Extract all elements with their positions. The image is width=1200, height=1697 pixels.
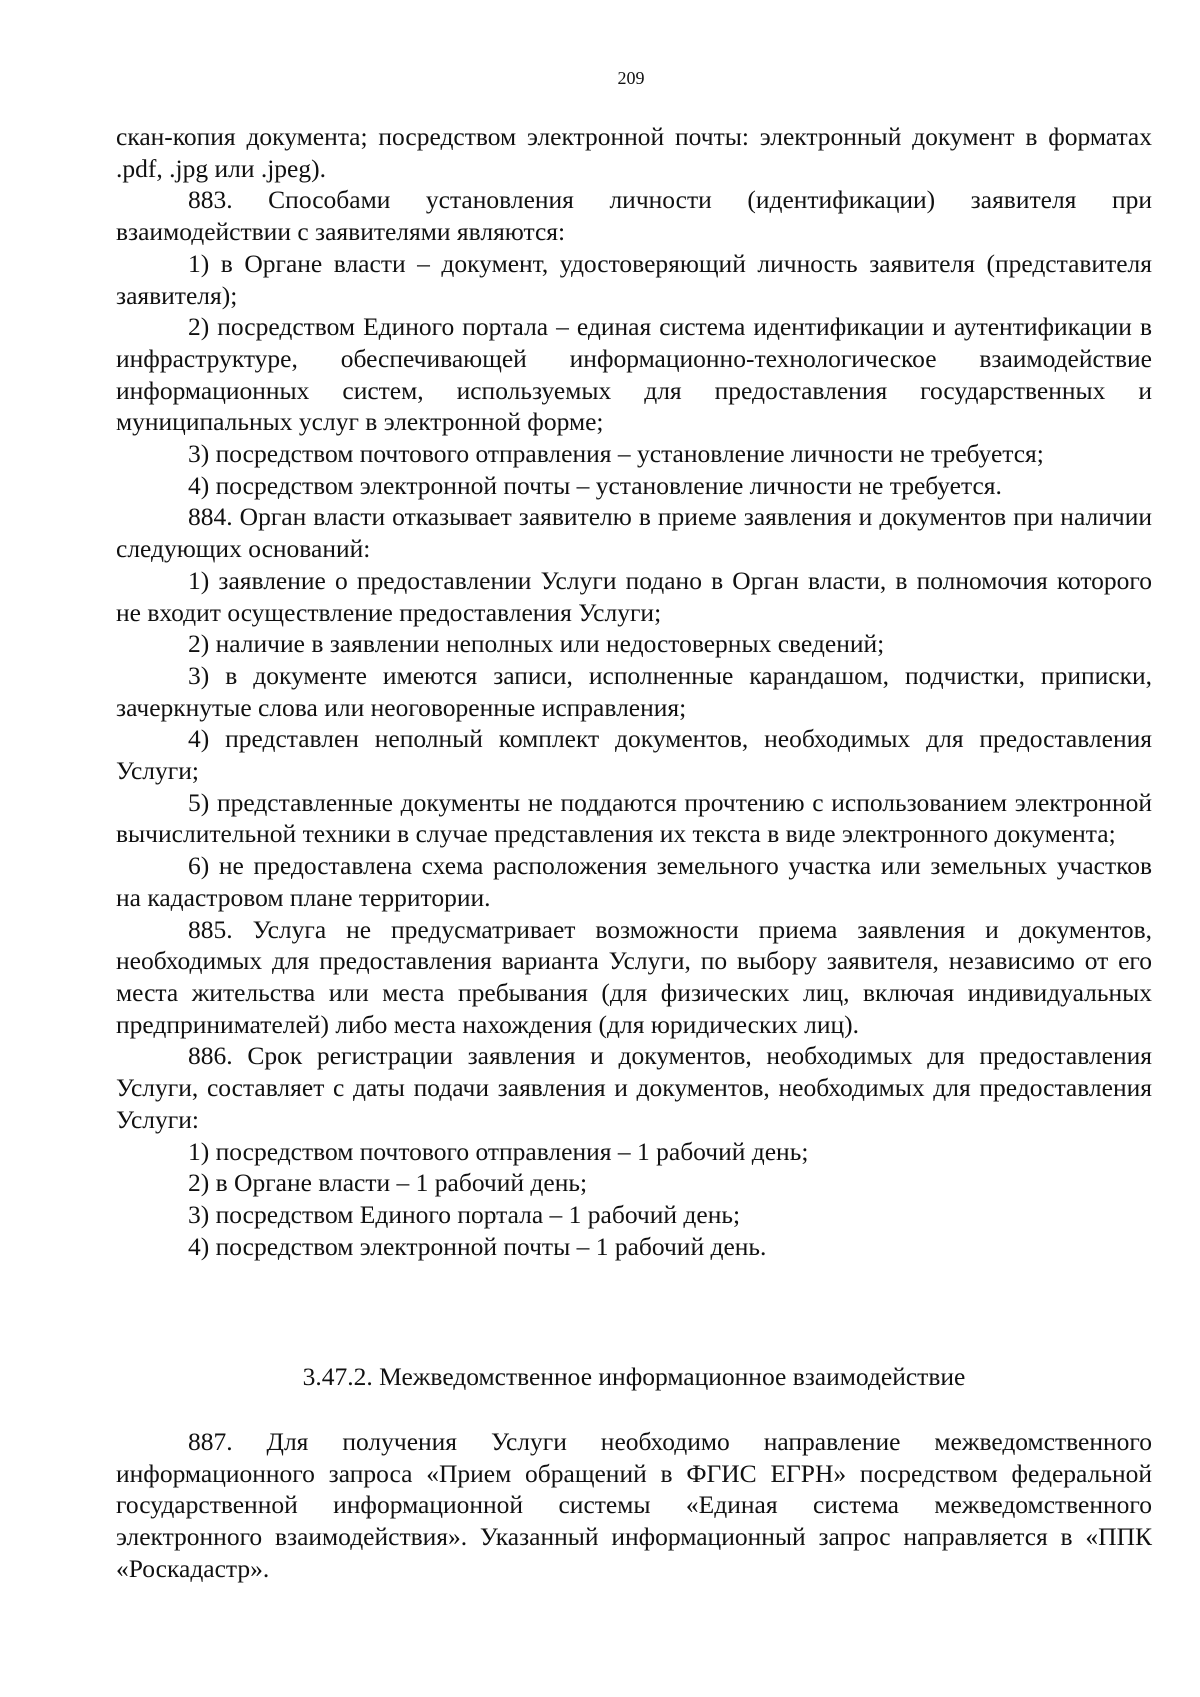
section-heading: 3.47.2. Межведомственное информационное взаимодействие — [302, 1362, 966, 1391]
list-item: 3) в документе имеются записи, исполненные карандашом, подчистки, приписки, зачеркнутые слова или неоговоренные исправления; — [116, 660, 1152, 722]
body-text-top — [116, 121, 1152, 1262]
body-text-bottom — [116, 1426, 1152, 1585]
list-item: 3) посредством Единого портала – 1 рабочий день; — [188, 1199, 741, 1229]
list-item: 2) в Органе власти – 1 рабочий день; — [188, 1168, 588, 1198]
list-item: 6) не предоставлена схема расположения земельного участка или земельных участков на кадастровом плане территории. — [116, 851, 1152, 912]
list-item: 5) представленные документы не поддаются прочтению с использованием электронной вычислительной техники в случае представления их текста в виде электронного документа; — [116, 787, 1152, 849]
paragraph-884: 884. Орган власти отказывает заявителю в приеме заявления и документов при наличии следующих оснований: — [116, 502, 1152, 564]
list-item: 1) заявление о предоставлении Услуги подано в Орган власти, в полномочия которого не входит осуществление предоставления Услуги; — [116, 565, 1152, 627]
list-item: 4) посредством электронной почты – 1 рабочий день. — [188, 1231, 767, 1261]
list-item: 2) посредством Единого портала – единая система идентификации и аутентификации в инфраструктуре, обеспечивающей информационно-технологическое взаимодействие информационных систем, используемых для предоставления государственных и муниципальных услуг в электронной форме; — [116, 312, 1152, 437]
list-item: 2) наличие в заявлении неполных или недостоверных сведений; — [188, 629, 885, 659]
paragraph-885: 885. Услуга не предусматривает возможности приема заявления и документов, необходимых для предоставления варианта Услуги, по выбору заявителя, независимо от его места жительства или места пребывания (для физических лиц, включая индивидуальных предпринимателей) либо места нахождения (для юридических лиц). — [116, 914, 1152, 1039]
list-item: 3) посредством почтового отправления – установление личности не требуется; — [188, 439, 1044, 469]
list-item: 4) посредством электронной почты – установление личности не требуется. — [188, 470, 1002, 500]
page-number: 209 — [617, 68, 645, 88]
list-item: 1) в Органе власти – документ, удостоверяющий личность заявителя (представителя заявителя); — [116, 248, 1152, 310]
paragraph-continuation: скан-копия документа; посредством электронной почты: электронный документ в форматах .pdf, .jpg или .jpeg). — [116, 122, 1152, 183]
list-item: 4) представлен неполный комплект документов, необходимых для предоставления Услуги; — [116, 724, 1152, 786]
list-item: 1) посредством почтового отправления – 1 рабочий день; — [188, 1136, 809, 1166]
paragraph-887: 887. Для получения Услуги необходимо направление межведомственного информационного запроса «Прием обращений в ФГИС ЕГРН» посредством федеральной государственной информационной системы «Единая система межведомственного электронного взаимодействия». Указанный информационный запрос направляется в «ППК «Роскадастр». — [116, 1427, 1152, 1583]
paragraph-886: 886. Срок регистрации заявления и документов, необходимых для предоставления Услуги, составляет с даты подачи заявления и документов, необходимых для предоставления Услуги: — [116, 1041, 1152, 1134]
paragraph-883: 883. Способами установления личности (идентификации) заявителя при взаимодействии с заявителями являются: — [116, 185, 1152, 247]
